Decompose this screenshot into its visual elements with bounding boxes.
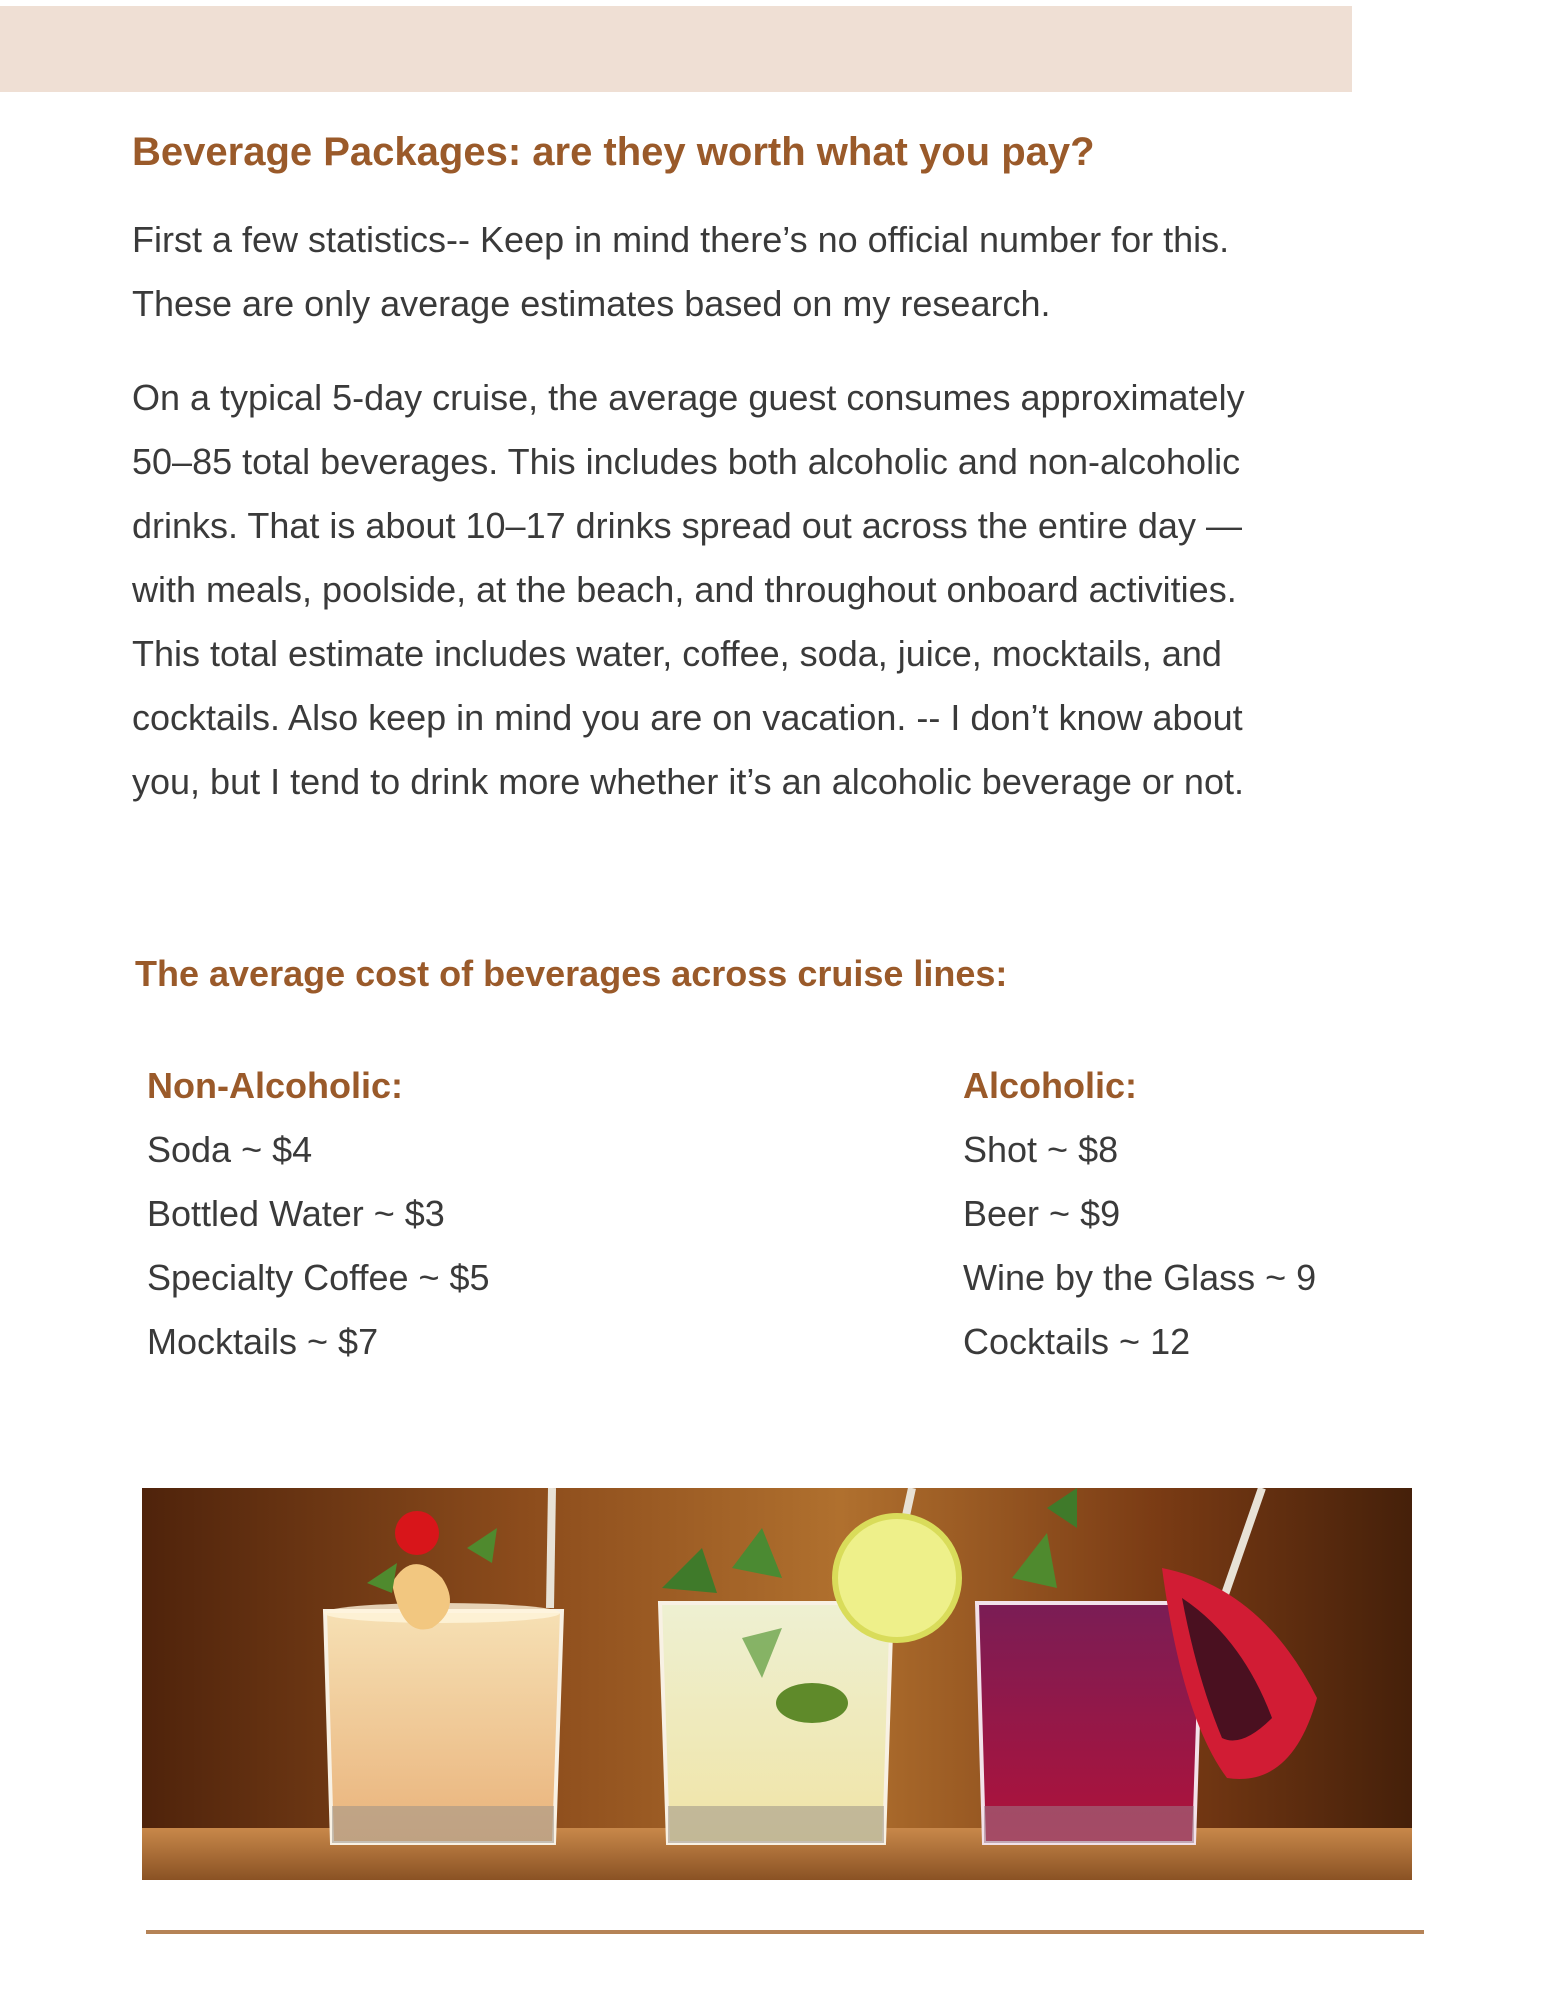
statistics-line: This total estimate includes water, coffee, soda, juice, mocktails, and bbox=[132, 633, 1222, 674]
price-item: Shot ~ $8 bbox=[963, 1129, 1119, 1170]
intro-line: First a few statistics-- Keep in mind there’s no official number for this. bbox=[132, 219, 1230, 260]
header-band bbox=[0, 6, 1352, 92]
price-item: Wine by the Glass ~ 9 bbox=[963, 1257, 1317, 1298]
non-alcoholic-title: Non-Alcoholic: bbox=[147, 1065, 403, 1106]
article-heading: Beverage Packages: are they worth what you pay? bbox=[132, 130, 1095, 174]
price-item: Beer ~ $9 bbox=[963, 1193, 1121, 1234]
intro-paragraph bbox=[132, 208, 1422, 336]
price-item: Specialty Coffee ~ $5 bbox=[147, 1257, 490, 1298]
intro-line: These are only average estimates based on my research. bbox=[132, 283, 1051, 324]
bottom-divider bbox=[146, 1930, 1424, 1934]
statistics-line: with meals, poolside, at the beach, and throughout onboard activities. bbox=[132, 569, 1237, 610]
price-item: Cocktails ~ 12 bbox=[963, 1321, 1191, 1362]
price-item: Soda ~ $4 bbox=[147, 1129, 313, 1170]
price-item: Mocktails ~ $7 bbox=[147, 1321, 379, 1362]
statistics-paragraph bbox=[132, 366, 1422, 814]
statistics-line: 50–85 total beverages. This includes both alcoholic and non-alcoholic bbox=[132, 441, 1241, 482]
statistics-line: drinks. That is about 10–17 drinks spread out across the entire day — bbox=[132, 505, 1242, 546]
non-alcoholic-list bbox=[147, 1054, 747, 1374]
alcoholic-title: Alcoholic: bbox=[963, 1065, 1138, 1106]
cocktails-illustration bbox=[142, 1488, 1412, 1880]
price-item: Bottled Water ~ $3 bbox=[147, 1193, 445, 1234]
statistics-line: you, but I tend to drink more whether it’s an alcoholic beverage or not. bbox=[132, 761, 1244, 802]
alcoholic-list bbox=[963, 1054, 1545, 1374]
cocktails-photo bbox=[142, 1488, 1412, 1880]
statistics-line: cocktails. Also keep in mind you are on vacation. -- I don’t know about bbox=[132, 697, 1243, 738]
statistics-line: On a typical 5-day cruise, the average guest consumes approximately bbox=[132, 377, 1245, 418]
article-body bbox=[132, 120, 1422, 814]
straw bbox=[550, 1488, 552, 1608]
cost-subheading: The average cost of beverages across cruise lines: bbox=[135, 953, 1008, 994]
lime-slice bbox=[835, 1516, 959, 1640]
cherry bbox=[395, 1511, 439, 1555]
